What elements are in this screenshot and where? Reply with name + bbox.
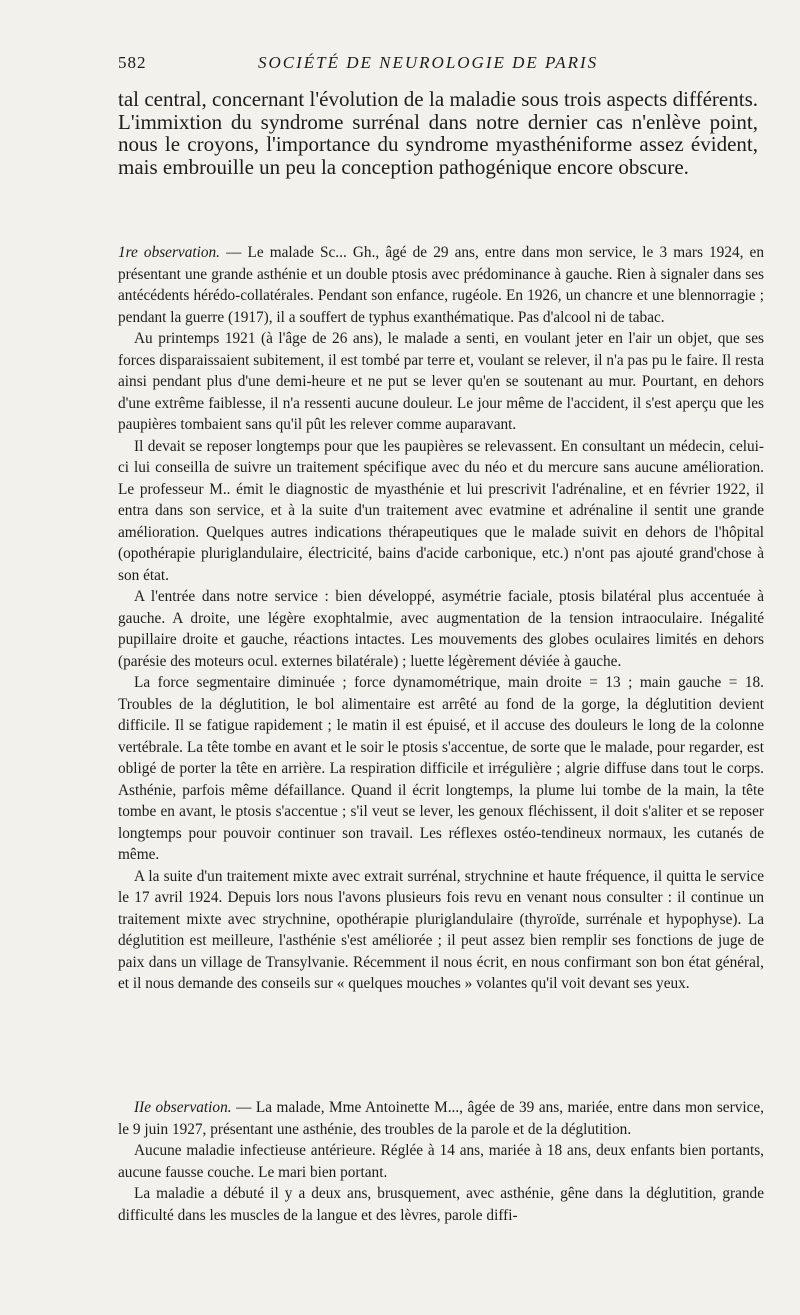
obs1-paragraph: Au printemps 1921 (à l'âge de 26 ans), le malade a senti, en voulant jeter en l'air un objet, que ses forces disparaissaient subitement, il est tombé par terre et, voulant se relever, il n'a pas pu le faire. Il resta ainsi pendant plus d'une demi-heure et ne put se lever qu'en se soutenant au mur. Pourtant, en dehors d'une extrême faiblesse, il n'a ressenti aucune douleur. Le jour même de l'accident, il s'est aperçu que les paupières tombaient sans qu'il pût les relever comme auparavant. bbox=[118, 330, 764, 433]
obs1-paragraph: La force segmentaire diminuée ; force dynamométrique, main droite = 13 ; main gauche = 18. Troubles de la déglutition, le bol alimentaire est arrêté au fond de la gorge, la déglutition devient difficile. Il se fatigue rapidement ; le matin il est épuisé, et il accuse des douleurs le long de la colonne vertébrale. La tête tombe en avant et le soir le ptosis s'accentue, de sorte que le malade, pour regarder, est obligé de porter la tête en arrière. La respiration difficile et irrégulière ; algrie diffuse dans tout le corps. Asthénie, parfois même défaillance. Quand il écrit longtemps, la plume lui tombe de la main, la tête tombe en avant, le ptosis s'accentue ; s'il veut se lever, les genoux fléchissent, il doit s'aliter et se reposer longtemps pour pouvoir continuer son travail. Les réflexes ostéo-tendineux normaux, les cutanés de même. bbox=[118, 674, 764, 863]
observation-2 bbox=[118, 1097, 764, 1226]
obs1-paragraph bbox=[118, 242, 764, 328]
obs1-paragraph: A la suite d'un traitement mixte avec extrait surrénal, strychnine et haute fréquence, il quitta le service le 17 avril 1924. Depuis lors nous l'avons plusieurs fois revu en venant nous consulter : il continue un traitement mixte avec strychnine, opothérapie pluriglandulaire (thyroïde, surrénale et hypophyse). La déglutition est meilleure, l'asthénie s'est améliorée ; il peut assez bien remplir ses fonctions de juge de paix dans un village de Transylvanie. Récemment il nous écrit, en nous confirmant son bon état général, et il nous demande des conseils sur « quelques mouches » volantes qu'il voit devant ses yeux. bbox=[118, 867, 764, 992]
obs1-paragraph: A l'entrée dans notre service : bien développé, asymétrie faciale, ptosis bilatéral plus accentuée à gauche. A droite, une légère exophtalmie, avec augmentation de la tension intraoculaire. Inégalité pupillaire droite et gauche, réactions intactes. Les mouvements des globes oculaires limités en dehors (parésie des moteurs ocul. externes bilatérale) ; luette légèrement déviée à gauche. bbox=[118, 588, 764, 670]
running-title: SOCIÉTÉ DE NEUROLOGIE DE PARIS bbox=[258, 53, 599, 72]
observation-1 bbox=[118, 242, 764, 995]
obs1-paragraph: Il devait se reposer longtemps pour que les paupières se relevassent. En consultant un médecin, celui-ci lui conseilla de suivre un traitement spécifique avec du néo et du mercure sans aucune amélioration. Le professeur M.. émit le diagnostic de myasthénie et lui prescrivit l'adrénaline, et en février 1922, il entra dans son service, et à la suite d'un traitement avec evatmine et adrénaline il sentit une grande amélioration. Quelques autres indications thérapeutiques que le malade suivit en dehors de l'hôpital (opothérapie pluriglandulaire, électricité, bains d'acide carbonique, etc.) n'ont pas ajouté grand'chose à son état. bbox=[118, 437, 764, 584]
obs1-text-0: — Le malade Sc... Gh., âgé de 29 ans, entre dans mon service, le 3 mars 1924, en présentant une grande asthénie et un double ptosis avec prédominance à gauche. Rien à signaler dans ses antécédents hérédo-collatérales. Pendant son enfance, rugéole. En 1926, un chancre et une blennorragie ; pendant la guerre (1917), il a souffert de typhus exanthématique. Pas d'alcool ni de tabac. bbox=[118, 244, 764, 326]
obs2-paragraph bbox=[118, 1097, 764, 1140]
obs2-text-0: — La malade, Mme Antoinette M..., âgée de 39 ans, mariée, entre dans mon service, le 9 juin 1927, présentant une asthénie, des troubles de la parole et de la déglutition. bbox=[118, 1099, 764, 1138]
obs1-label: 1re observation. bbox=[118, 244, 220, 261]
lead-paragraph-block bbox=[118, 88, 758, 178]
obs2-paragraph: Aucune maladie infectieuse antérieure. Réglée à 14 ans, mariée à 18 ans, deux enfants bien portants, aucune fausse couche. Le mari bien portant. bbox=[118, 1142, 764, 1181]
page-number: 582 bbox=[118, 53, 147, 72]
obs2-label: IIe observation. bbox=[134, 1099, 232, 1116]
obs2-paragraph: La maladie a débuté il y a deux ans, brusquement, avec asthénie, gêne dans la déglutition, grande difficulté dans les muscles de la langue et des lèvres, parole diffi- bbox=[118, 1185, 764, 1224]
lead-paragraph: tal central, concernant l'évolution de la maladie sous trois aspects différents. L'immixtion du syndrome surrénal dans notre dernier cas n'enlève point, nous le croyons, l'importance du syndrome myasthéniforme assez évident, mais embrouille un peu la conception pathogénique encore obscure. bbox=[118, 87, 758, 179]
